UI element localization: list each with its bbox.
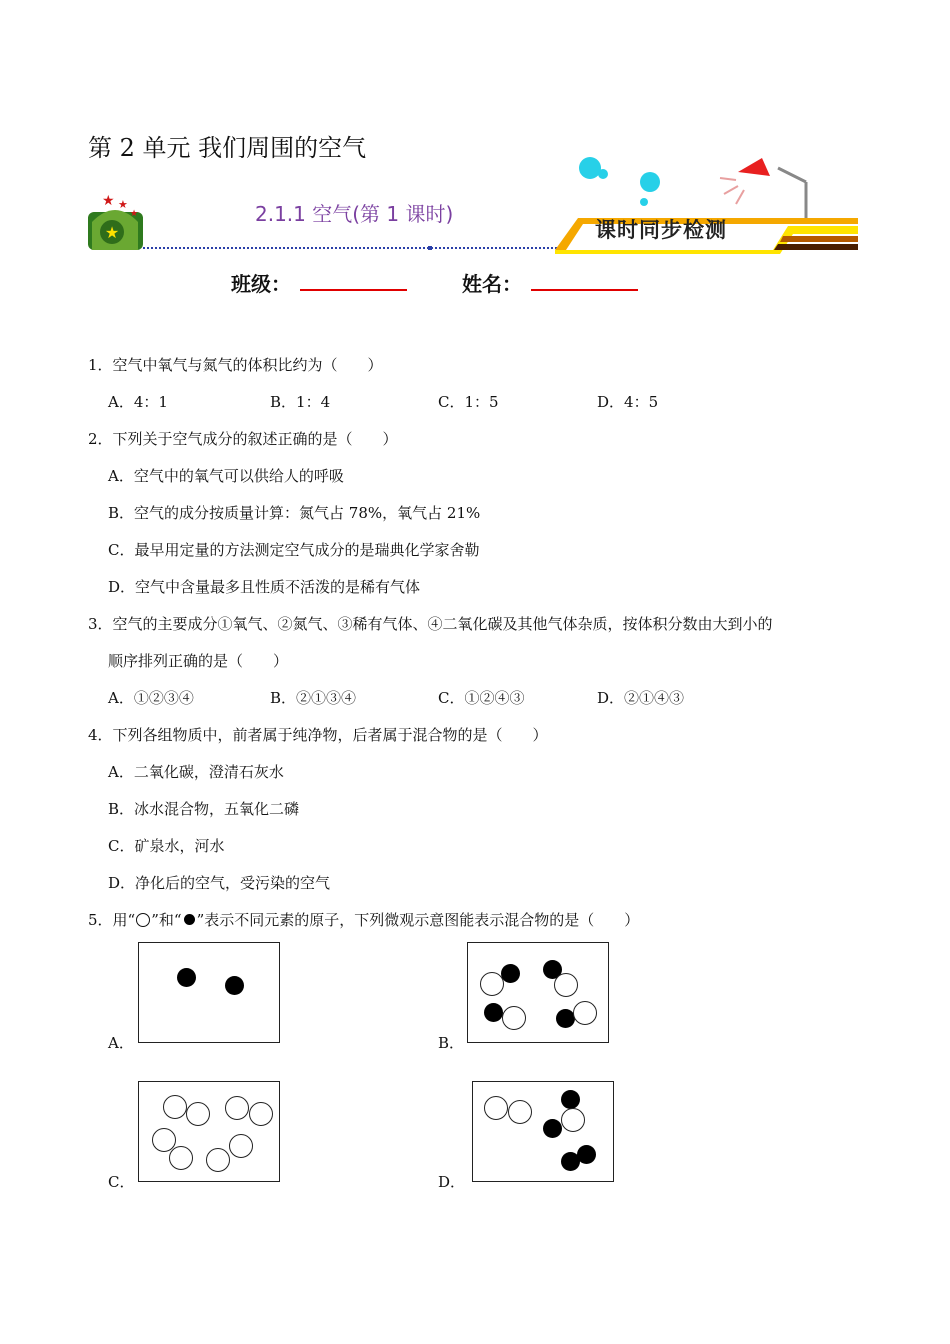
white-atom [186, 1102, 210, 1126]
white-atom [508, 1100, 532, 1124]
white-atom [169, 1146, 193, 1170]
question-5-stem [88, 909, 639, 930]
star-house-icon [88, 193, 143, 250]
white-atom [163, 1095, 187, 1119]
question-3-stem: 3．空气的主要成分①氧气、②氮气、③稀有气体、④二氧化碳及其他气体杂质，按体积分数由大到小的 [88, 615, 773, 633]
black-atom [225, 976, 244, 995]
question-2-option-c[interactable]: C．最早用定量的方法测定空气成分的是瑞典化学家舍勒 [108, 541, 480, 559]
question-5-stem-part-2: ”和“ [151, 911, 182, 929]
black-atom [543, 1119, 562, 1138]
question-4-option-d[interactable]: D．净化后的空气，受污染的空气 [108, 874, 331, 892]
white-atom [249, 1102, 273, 1126]
class-label: 班级： [231, 272, 291, 296]
diagram-a[interactable] [138, 942, 280, 1043]
question-3-stem-continued: 顺序排列正确的是（ ） [108, 652, 289, 670]
svg-text:★: ★ [102, 193, 115, 209]
svg-text:★: ★ [130, 209, 139, 219]
diagram-d[interactable] [472, 1081, 614, 1182]
question-3-option-d[interactable]: D．②①④③ [597, 689, 685, 707]
question-4-stem: 4．下列各组物质中，前者属于纯净物，后者属于混合物的是（ ） [88, 726, 548, 744]
sync-test-badge: 课时同步检测 [595, 218, 727, 242]
question-2-stem: 2．下列关于空气成分的叙述正确的是（ ） [88, 430, 398, 448]
question-2-option-d[interactable]: D．空气中含量最多且性质不活泼的是稀有气体 [108, 578, 421, 596]
black-atom-icon [184, 914, 195, 925]
question-2-option-a[interactable]: A．空气中的氧气可以供给人的呼吸 [108, 467, 344, 485]
lesson-title: 2.1.1 空气(第 1 课时) [255, 202, 454, 226]
white-atom [573, 1001, 597, 1025]
white-atom [554, 973, 578, 997]
diagram-b[interactable] [467, 942, 609, 1043]
diagram-c[interactable] [138, 1081, 280, 1182]
question-4-option-c[interactable]: C．矿泉水，河水 [108, 837, 225, 855]
question-5-stem-part-3: ”表示不同元素的原子，下列微观示意图能表示混合物的是（ ） [196, 911, 640, 929]
question-4-option-a[interactable]: A．二氧化碳，澄清石灰水 [108, 763, 284, 781]
question-1-option-b[interactable]: B．1：4 [270, 393, 331, 411]
name-label: 姓名： [462, 272, 522, 296]
question-5-option-a[interactable]: A． [108, 1034, 134, 1052]
lesson-banner [88, 150, 858, 260]
unit-title: 第 2 单元 我们周围的空气 [88, 134, 367, 162]
svg-text:★: ★ [118, 198, 128, 211]
black-atom [501, 964, 520, 983]
question-3-option-a[interactable]: A．①②③④ [108, 689, 194, 707]
question-5-option-c[interactable]: C． [108, 1173, 135, 1191]
black-atom [484, 1003, 503, 1022]
lamp-icon [720, 158, 806, 218]
black-atom [561, 1090, 580, 1109]
question-1-option-a[interactable]: A．4：1 [108, 393, 168, 411]
question-3-option-c[interactable]: C．①②④③ [438, 689, 525, 707]
black-atom [577, 1145, 596, 1164]
question-5-option-d[interactable]: D． [438, 1173, 466, 1191]
white-atom [484, 1096, 508, 1120]
black-atom [177, 968, 196, 987]
class-field[interactable] [300, 289, 407, 291]
question-1-option-c[interactable]: C．1：5 [438, 393, 499, 411]
name-field[interactable] [531, 289, 638, 291]
white-atom [229, 1134, 253, 1158]
question-3-option-b[interactable]: B．②①③④ [270, 689, 357, 707]
white-atom [502, 1006, 526, 1030]
white-atom [206, 1148, 230, 1172]
svg-text:★: ★ [104, 223, 120, 242]
question-4-option-b[interactable]: B．冰水混合物，五氧化二磷 [108, 800, 300, 818]
question-5-option-b[interactable]: B． [438, 1034, 465, 1052]
white-atom-icon [136, 913, 150, 927]
question-2-option-b[interactable]: B．空气的成分按质量计算：氮气占 78%，氧气占 21% [108, 504, 481, 522]
question-1-stem: 1．空气中氧气与氮气的体积比约为（ ） [88, 356, 383, 374]
question-5-stem-part-1: 5．用“ [88, 911, 136, 929]
white-atom [561, 1108, 585, 1132]
question-1-option-d[interactable]: D．4：5 [597, 393, 659, 411]
white-atom [225, 1096, 249, 1120]
